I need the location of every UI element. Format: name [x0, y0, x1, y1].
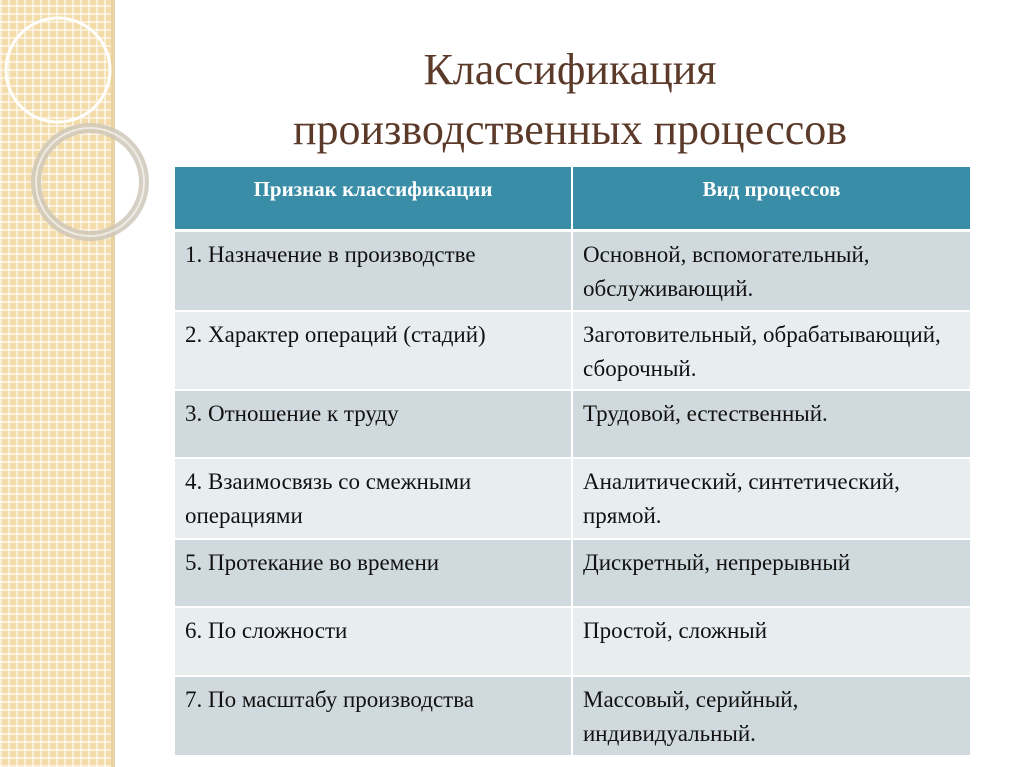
table-row: [175, 607, 970, 676]
process-type-cell: Основной, вспомогательный, обслуживающий.: [572, 231, 970, 312]
table-row: [175, 539, 970, 607]
process-type-cell: Массовый, серийный, индивидуальный.: [572, 676, 970, 756]
process-type-cell: Заготовительный, обрабатывающий, сборочный.: [572, 311, 970, 390]
header-process-type: Вид процессов: [572, 167, 970, 231]
table-row: [175, 458, 970, 539]
table-header-row: [175, 167, 970, 231]
header-criterion: Признак классификации: [175, 167, 572, 231]
process-type-cell: Дискретный, непрерывный: [572, 539, 970, 607]
slide-title: [140, 40, 1000, 160]
criterion-cell: 5. Протекание во времени: [175, 539, 572, 607]
criterion-cell: 7. По масштабу производства: [175, 676, 572, 756]
table-row: [175, 390, 970, 458]
criterion-cell: 2. Характер операций (стадий): [175, 311, 572, 390]
table-row: [175, 231, 970, 312]
slide-title-line2: производственных процессов: [292, 105, 848, 154]
classification-table: [175, 167, 970, 757]
process-type-cell: Аналитический, синтетический, прямой.: [572, 458, 970, 539]
table-row: [175, 311, 970, 390]
process-type-cell: Трудовой, естественный.: [572, 390, 970, 458]
criterion-cell: 6. По сложности: [175, 607, 572, 676]
slide-title-line1: Классификация: [423, 45, 717, 94]
criterion-cell: 3. Отношение к труду: [175, 390, 572, 458]
criterion-cell: 1. Назначение в производстве: [175, 231, 572, 312]
criterion-cell: 4. Взаимосвязь со смежными операциями: [175, 458, 572, 539]
table-row: [175, 676, 970, 756]
process-type-cell: Простой, сложный: [572, 607, 970, 676]
